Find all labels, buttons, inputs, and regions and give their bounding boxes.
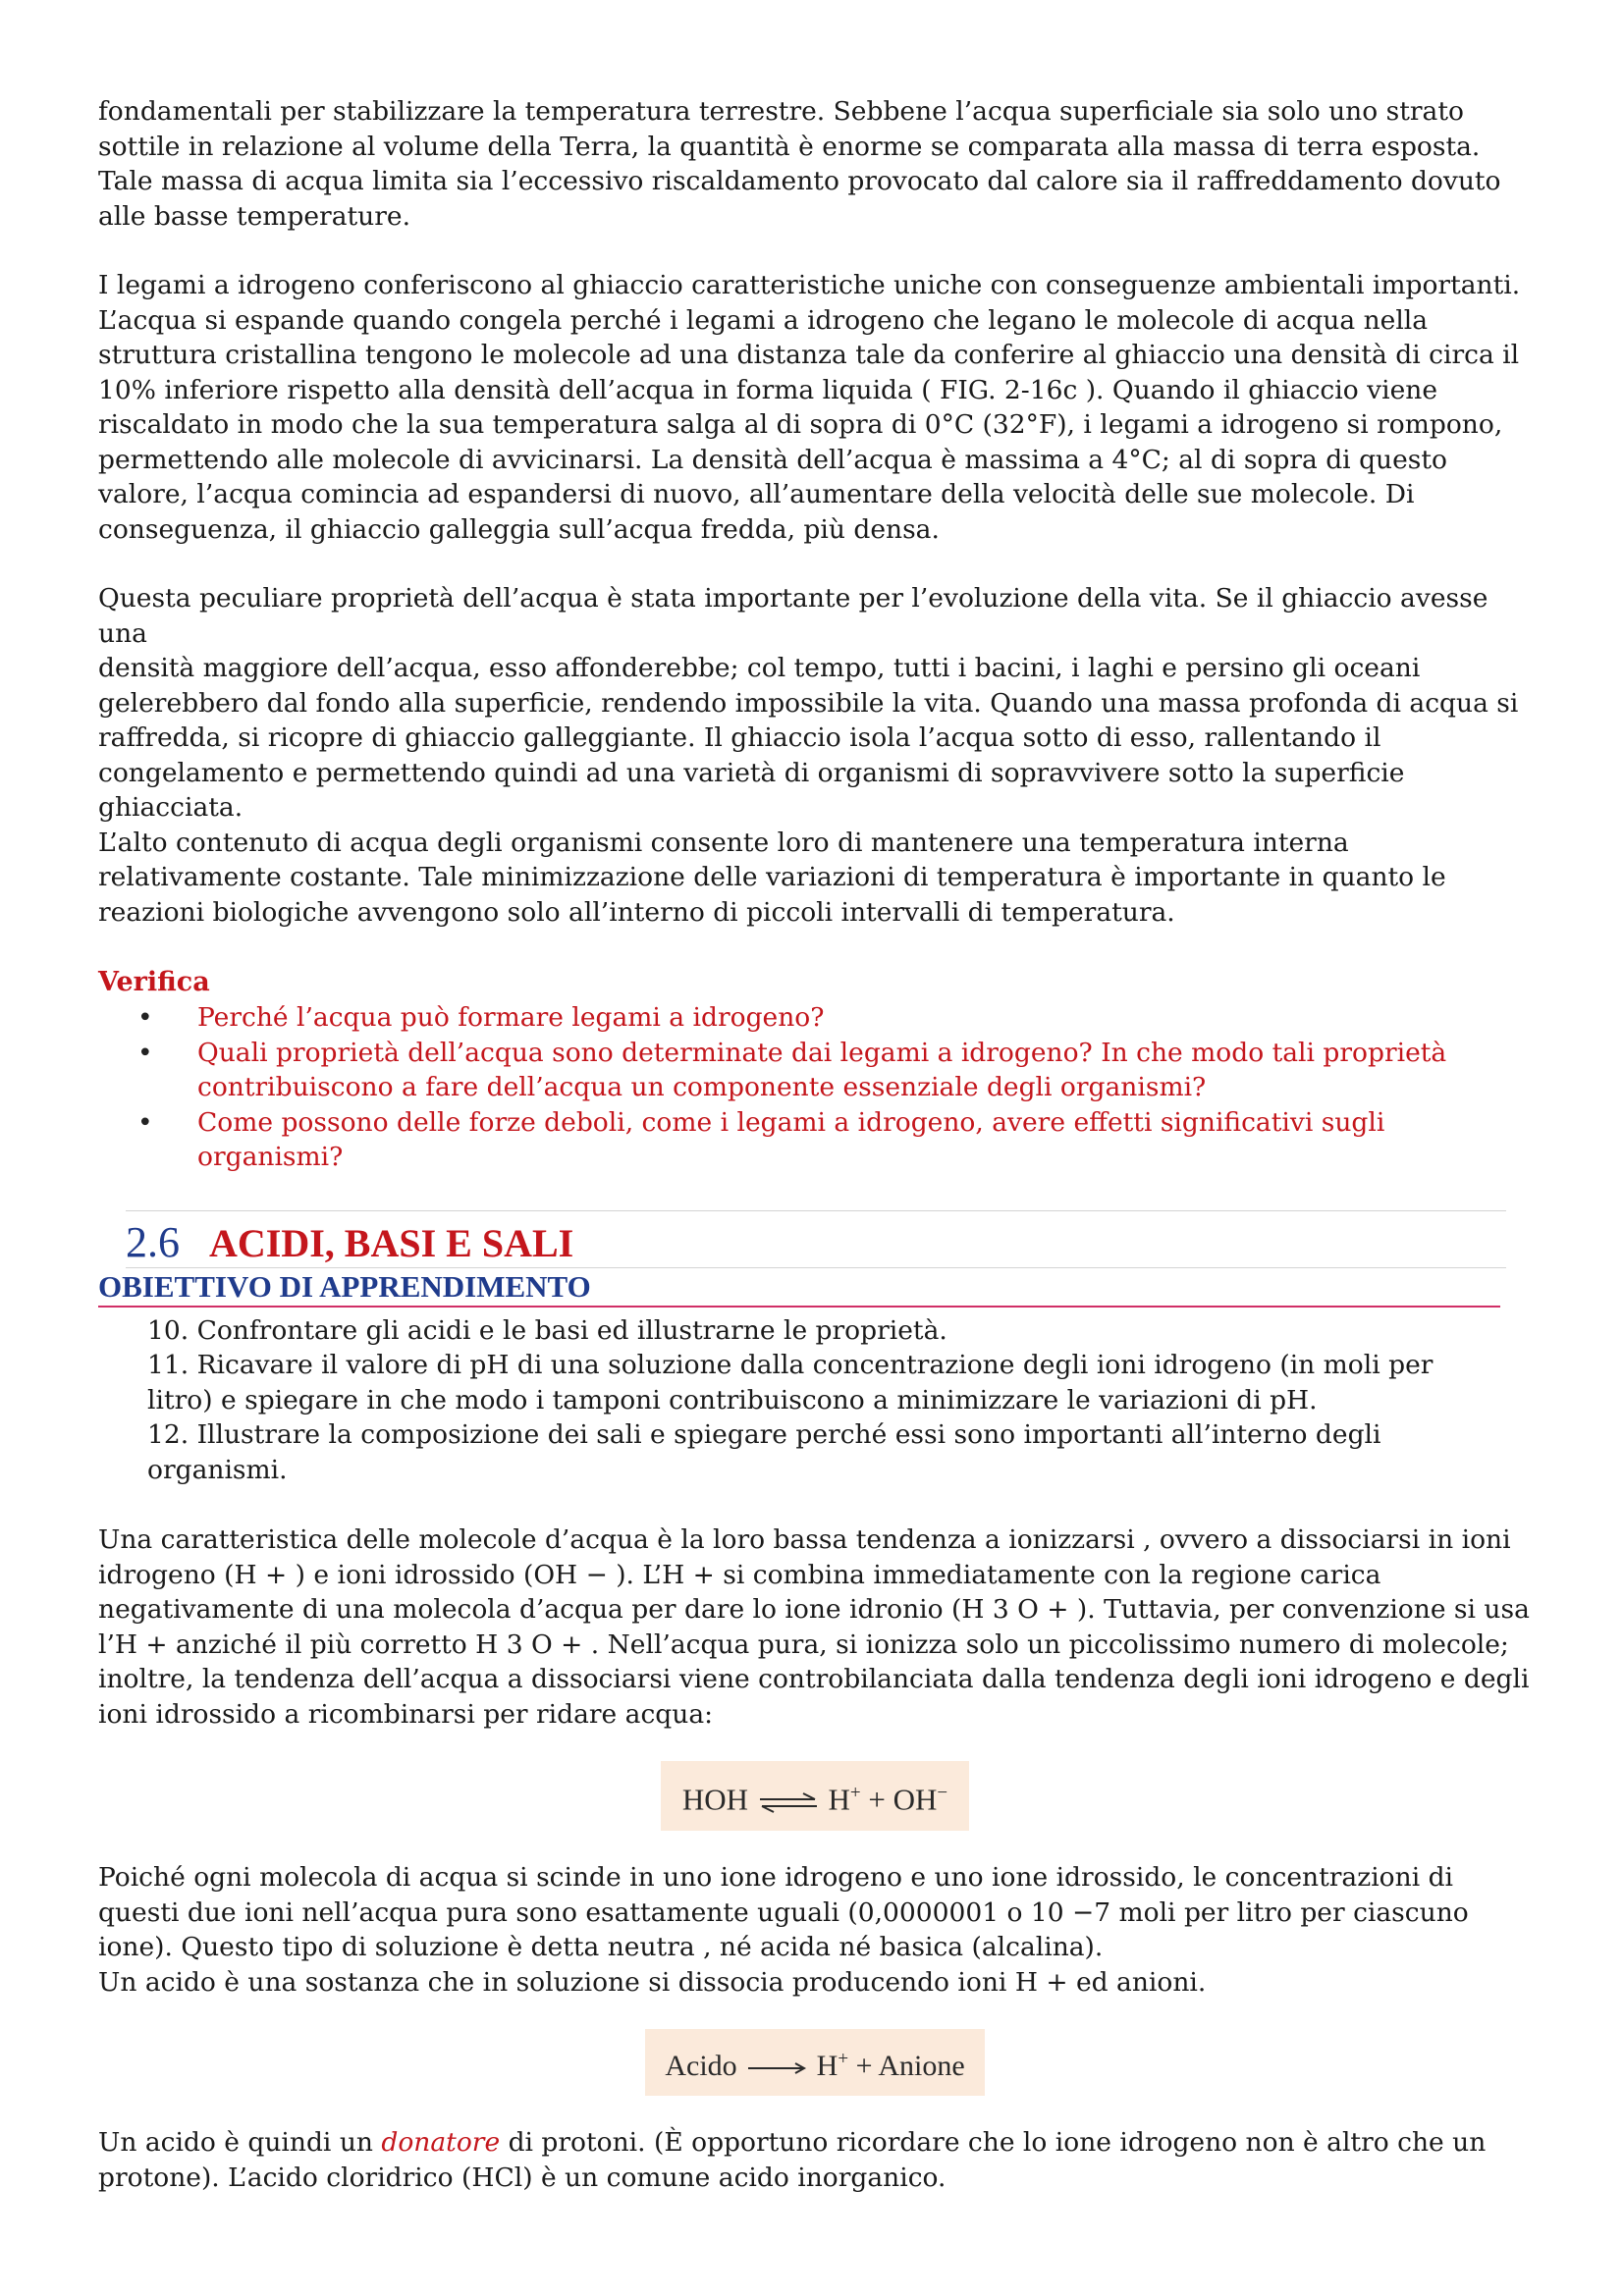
- equation-water-ionization: [98, 1761, 1532, 1831]
- question-text: contribuiscono a fare dell’acqua un componente essenziale degli organismi?: [197, 1072, 1207, 1102]
- question-text: organismi?: [197, 1142, 344, 1172]
- text-line: struttura cristallina tengono le molecole ad una distanza tale da conferire al ghiaccio una densità di circa il: [98, 340, 1520, 370]
- question-text: Perché l’acqua può formare legami a idrogeno?: [197, 1002, 825, 1033]
- objective-divider: [98, 1306, 1500, 1308]
- list-item: [137, 1000, 1532, 1036]
- text-line: permettendo alle molecole di avvicinarsi. La densità dell’acqua è massima a 4°C; al di sopra di questo: [98, 444, 1448, 475]
- objective-item: 11. Ricavare il valore di pH di una soluzione dalla concentrazione degli ioni idrogeno (in moli per: [147, 1350, 1434, 1380]
- question-text: Come possono delle forze deboli, come i legami a idrogeno, avere effetti significativi sugli: [197, 1106, 1385, 1138]
- text-line: protone). L’acido cloridrico (HCl) è un comune acido inorganico.: [98, 2162, 947, 2193]
- text-line: Un acido è una sostanza che in soluzione si dissocia producendo ioni H + ed anioni.: [98, 1966, 1207, 1998]
- text-line: raffredda, si ricopre di ghiaccio galleggiante. Il ghiaccio isola l’acqua sotto di esso, rallentando il: [98, 722, 1381, 753]
- paragraph-evoluzione: [98, 581, 1532, 826]
- objective-item: 10. Confrontare gli acidi e le basi ed illustrarne le proprietà.: [147, 1314, 947, 1346]
- verifica-list: [98, 1000, 1532, 1175]
- objective-list: [98, 1313, 1532, 1488]
- formula-sup: −: [937, 1783, 948, 1803]
- text-span: Un acido è quindi un: [98, 2127, 382, 2159]
- text-line: relativamente costante. Tale minimizzazione delle variazioni di temperatura è importante in quanto le: [98, 862, 1446, 892]
- formula-sup: +: [849, 1783, 861, 1803]
- bullet-icon: •: [137, 1002, 153, 1033]
- text-line: riscaldato in modo che la sua temperatura salga al di sopra di 0°C (32°F), i legami a idrogeno si rompono,: [98, 409, 1503, 440]
- text-line: conseguenza, il ghiaccio galleggia sull’acqua fredda, più densa.: [98, 513, 940, 545]
- paragraph-neutra: [98, 1860, 1532, 2000]
- text-line: fondamentali per stabilizzare la temperatura terrestre. Sebbene l’acqua superficiale sia solo uno strato: [98, 96, 1464, 127]
- equilibrium-arrow-icon: [756, 1790, 821, 1814]
- paragraph-organismi: [98, 826, 1532, 931]
- text-line: Questa peculiare proprietà dell’acqua è stata importante per l’evoluzione della vita. Se il ghiaccio avesse una: [98, 583, 1488, 649]
- list-item: [137, 1105, 1532, 1175]
- text-line: ghiacciata.: [98, 792, 243, 823]
- formula-term: HOH: [681, 1782, 749, 1817]
- equation-acid-dissociation: [98, 2029, 1532, 2096]
- text-line: L’alto contenuto di acqua degli organismi consente loro di mantenere una temperatura interna: [98, 827, 1349, 858]
- paragraph-ionizzazione: [98, 1522, 1532, 1732]
- emphasis-donatore: donatore: [381, 2127, 501, 2159]
- text-line: l’H + anziché il più corretto H 3 O + . Nell’acqua pura, si ionizza solo un piccolissimo numero di molecole;: [98, 1629, 1509, 1660]
- verifica-title: Verifica: [98, 967, 210, 997]
- objective-item: organismi.: [147, 1454, 288, 1485]
- question-text: Quali proprietà dell’acqua sono determinate dai legami a idrogeno? In che modo tali proprietà: [197, 1037, 1447, 1068]
- text-line: Una caratteristica delle molecole d’acqua è la loro bassa tendenza a ionizzarsi , ovvero a dissociarsi in ioni: [98, 1524, 1511, 1555]
- formula-box: [645, 2029, 984, 2096]
- bullet-icon: •: [137, 1037, 153, 1068]
- text-line: Poiché ogni molecola di acqua si scinde in uno ione idrogeno e uno ione idrossido, le concentrazioni di: [98, 1862, 1454, 1894]
- objective-item: 12. Illustrare la composizione dei sali e spiegare perché essi sono importanti all’interno degli: [147, 1419, 1381, 1450]
- paragraph-temperatura: [98, 94, 1532, 234]
- text-line: [98, 2125, 1532, 2161]
- text-line: I legami a idrogeno conferiscono al ghiaccio caratteristiche uniche con conseguenze ambientali importanti.: [98, 270, 1521, 300]
- text-span: di protoni. (È opportuno ricordare che lo ione idrogeno non è altro che un: [500, 2127, 1487, 2159]
- section-heading: [126, 1211, 1506, 1267]
- section-title: ACIDI, BASI E SALI: [209, 1220, 574, 1265]
- text-line: ioni idrossido a ricombinarsi per ridare acqua:: [98, 1698, 714, 1730]
- text-line: gelerebbero dal fondo alla superficie, rendendo impossibile la vita. Quando una massa profonda di acqua si: [98, 687, 1519, 719]
- paragraph-ghiaccio: [98, 268, 1532, 547]
- objective-heading: OBIETTIVO DI APPRENDIMENTO: [98, 1268, 591, 1304]
- text-line: L’acqua si espande quando congela perché i legami a idrogeno che legano le molecole di acqua nella: [98, 304, 1429, 336]
- text-line: idrogeno (H + ) e ioni idrossido (OH − ). L’H + si combina immediatamente con la regione carica: [98, 1559, 1381, 1590]
- list-item: [137, 1036, 1532, 1105]
- text-line: ione). Questo tipo di soluzione è detta neutra , né acida né basica (alcalina).: [98, 1932, 1104, 1963]
- formula-term: Acido: [665, 2050, 737, 2083]
- text-line: densità maggiore dell’acqua, esso affonderebbe; col tempo, tutti i bacini, i laghi e persino gli oceani: [98, 653, 1421, 683]
- text-line: Tale massa di acqua limita sia l’eccessivo riscaldamento provocato dal calore sia il raffreddamento dovuto: [98, 166, 1501, 196]
- text-line: questi due ioni nell’acqua pura sono esattamente uguali (0,0000001 o 10 −7 moli per litro per ciascuno: [98, 1896, 1469, 1928]
- bullet-icon: •: [137, 1106, 153, 1138]
- verifica-box: [98, 965, 1532, 1175]
- text-line: reazioni biologiche avvengono solo all’interno di piccoli intervalli di temperatura.: [98, 896, 1175, 928]
- formula-term: H: [828, 1782, 850, 1817]
- formula-sup: +: [838, 2049, 849, 2070]
- text-line: negativamente di una molecola d’acqua per dare lo ione idronio (H 3 O + ). Tuttavia, per convenzione si usa: [98, 1594, 1530, 1625]
- right-arrow-icon: [744, 2058, 809, 2078]
- formula-term: + OH: [860, 1782, 938, 1817]
- text-line: 10% inferiore rispetto alla densità dell’acqua in forma liquida ( FIG. 2-16c ). Quando il ghiaccio viene: [98, 374, 1437, 405]
- text-line: alle basse temperature.: [98, 200, 410, 232]
- paragraph-donatore: [98, 2125, 1532, 2195]
- document-page: [98, 94, 1532, 2195]
- text-line: sottile in relazione al volume della Terra, la quantità è enorme se comparata alla massa di terra esposta.: [98, 131, 1481, 162]
- objective-item: litro) e spiegare in che modo i tamponi contribuiscono a minimizzare le variazioni di pH.: [147, 1384, 1318, 1415]
- text-line: inoltre, la tendenza dell’acqua a dissociarsi viene controbilanciata dalla tendenza degli ioni idrogeno e degli: [98, 1664, 1530, 1694]
- formula-term: H: [816, 2050, 839, 2083]
- formula-term: + Anione: [848, 2050, 965, 2083]
- section-number: 2.6: [126, 1217, 180, 1266]
- formula-box: [661, 1761, 969, 1831]
- text-line: congelamento e permettendo quindi ad una varietà di organismi di sopravvivere sotto la superficie: [98, 757, 1405, 788]
- text-line: valore, l’acqua comincia ad espandersi di nuovo, all’aumentare della velocità delle sue molecole. Di: [98, 479, 1415, 509]
